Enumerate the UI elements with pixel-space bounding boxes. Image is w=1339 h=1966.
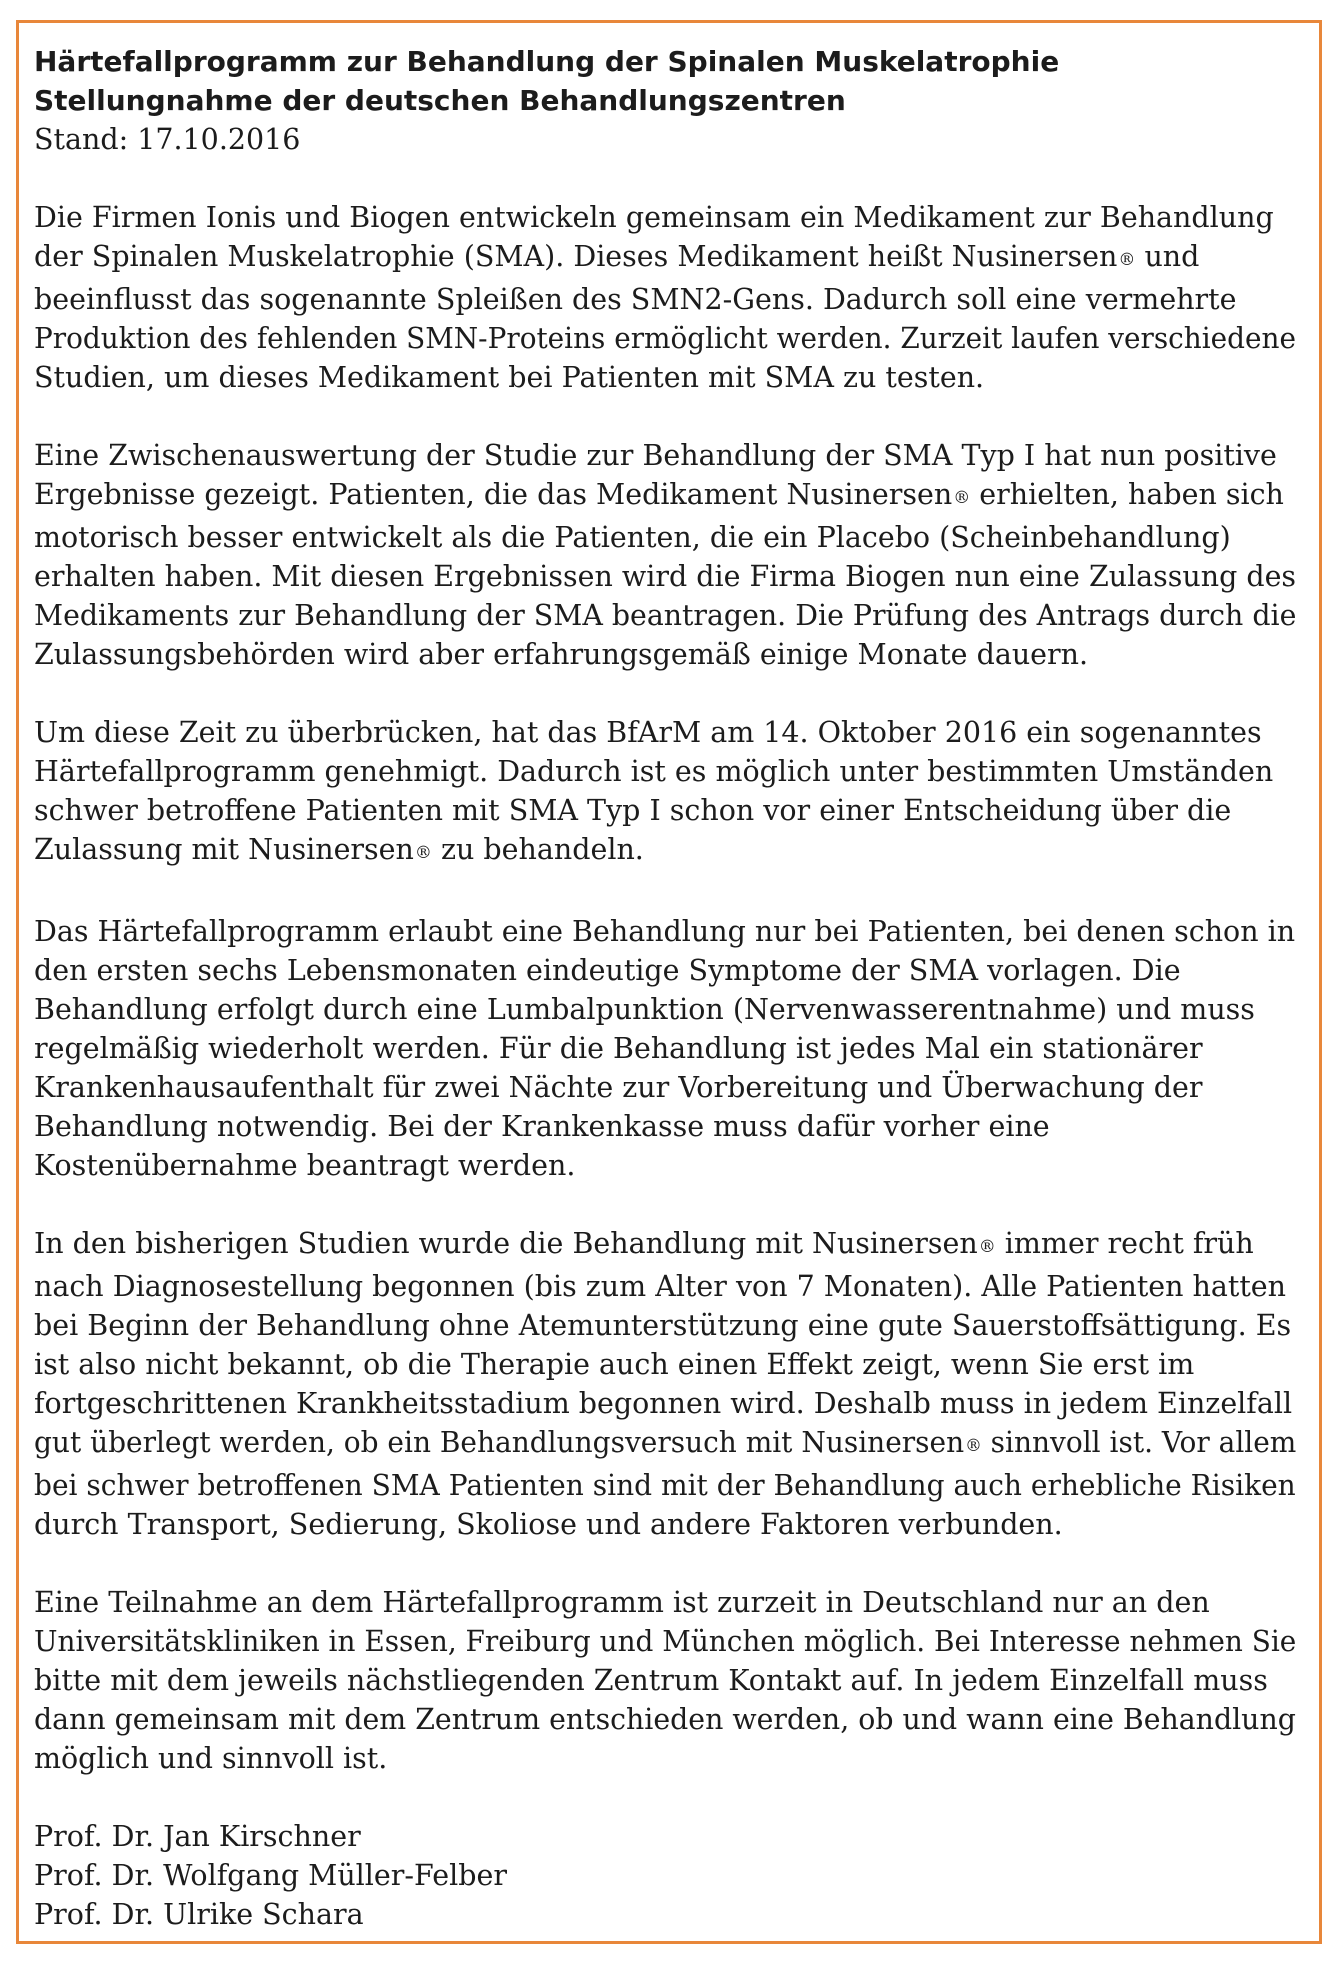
paragraph-line: gut überlegt werden, ob ein Behandlungsversuch mit Nusinersen® sinnvoll ist. Vor allem xyxy=(34,1426,1297,1459)
document-body xyxy=(34,42,1304,1934)
paragraph xyxy=(34,198,1304,397)
registered-mark: ® xyxy=(953,488,971,508)
paragraph-line: Ergebnisse gezeigt. Patienten, die das Medikament Nusinersen® erhielten, haben sich xyxy=(34,478,1284,511)
paragraph-line: bitte mit dem jeweils nächstliegenden Zentrum Kontakt auf. In jedem Einzelfall muss xyxy=(34,1664,1268,1697)
paragraph xyxy=(34,912,1304,1185)
paragraph-line: Universitätskliniken in Essen, Freiburg und München möglich. Bei Interesse nehmen Sie xyxy=(34,1625,1297,1658)
title-line: Härtefallprogramm zur Behandlung der Spinalen Muskelatrophie xyxy=(34,45,1060,78)
paragraph-line: durch Transport, Sedierung, Skoliose und andere Faktoren verbunden. xyxy=(34,1508,1063,1541)
signature-name: Prof. Dr. Jan Kirschner xyxy=(34,1820,361,1853)
paragraph-line: möglich und sinnvoll ist. xyxy=(34,1742,388,1775)
paragraph-line: der Spinalen Muskelatrophie (SMA). Dieses Medikament heißt Nusinersen® und xyxy=(34,240,1200,273)
paragraph-list xyxy=(34,198,1304,1778)
signature-block xyxy=(34,1817,1304,1934)
signature-name: Prof. Dr. Ulrike Schara xyxy=(34,1898,364,1931)
paragraph-line: Studien, um dieses Medikament bei Patienten mit SMA zu testen. xyxy=(34,361,985,394)
paragraph-line: fortgeschrittenen Krankheitsstadium begonnen wird. Deshalb muss in jedem Einzelfall xyxy=(34,1387,1293,1420)
paragraph-line: Zulassungsbehörden wird aber erfahrungsgemäß einige Monate dauern. xyxy=(34,638,1089,671)
paragraph-line: schwer betroffene Patienten mit SMA Typ I schon vor einer Entscheidung über die xyxy=(34,794,1232,827)
paragraph-line: nach Diagnosestellung begonnen (bis zum Alter von 7 Monaten). Alle Patienten hatten xyxy=(34,1270,1287,1303)
paragraph-line: bei Beginn der Behandlung ohne Atemunterstützung eine gute Sauerstoffsättigung. Es xyxy=(34,1309,1292,1342)
paragraph-line: Behandlung notwendig. Bei der Krankenkasse muss dafür vorher eine xyxy=(34,1110,1050,1143)
paragraph-line: Das Härtefallprogramm erlaubt eine Behandlung nur bei Patienten, bei denen schon in xyxy=(34,915,1296,948)
paragraph xyxy=(34,713,1304,873)
paragraph-line: Medikaments zur Behandlung der SMA beantragen. Die Prüfung des Antrags durch die xyxy=(34,599,1297,632)
paragraph xyxy=(34,1583,1304,1778)
paragraph-line: den ersten sechs Lebensmonaten eindeutige Symptome der SMA vorlagen. Die xyxy=(34,954,1181,987)
registered-mark: ® xyxy=(1118,250,1136,270)
paragraph-line: Kostenübernahme beantragt werden. xyxy=(34,1149,576,1182)
document-date: Stand: 17.10.2016 xyxy=(34,123,301,156)
paragraph-line: In den bisherigen Studien wurde die Behandlung mit Nusinersen® immer recht früh xyxy=(34,1227,1254,1260)
paragraph-line: bei schwer betroffenen SMA Patienten sind mit der Behandlung auch erhebliche Risiken xyxy=(34,1469,1296,1502)
registered-mark: ® xyxy=(965,1436,982,1456)
paragraph-line: motorisch besser entwickelt als die Patienten, die ein Placebo (Scheinbehandlung) xyxy=(34,521,1231,554)
registered-mark: ® xyxy=(414,843,432,863)
signature-name: Prof. Dr. Wolfgang Müller-Felber xyxy=(34,1859,507,1892)
document-title xyxy=(34,42,1304,120)
paragraph-line: Härtefallprogramm genehmigt. Dadurch ist es möglich unter bestimmten Umständen xyxy=(34,755,1274,788)
paragraph-line: beeinflusst das sogenannte Spleißen des SMN2-Gens. Dadurch soll eine vermehrte xyxy=(34,283,1237,316)
paragraph-line: Eine Teilnahme an dem Härtefallprogramm ist zurzeit in Deutschland nur an den xyxy=(34,1586,1210,1619)
paragraph-line: regelmäßig wiederholt werden. Für die Behandlung ist jedes Mal ein stationärer xyxy=(34,1032,1203,1065)
paragraph-line: erhalten haben. Mit diesen Ergebnissen wird die Firma Biogen nun eine Zulassung des xyxy=(34,560,1297,593)
paragraph-line: Produktion des fehlenden SMN-Proteins ermöglicht werden. Zurzeit laufen verschiedene xyxy=(34,322,1296,355)
paragraph-line: Um diese Zeit zu überbrücken, hat das BfArM am 14. Oktober 2016 ein sogenanntes xyxy=(34,716,1262,749)
paragraph-line: dann gemeinsam mit dem Zentrum entschieden werden, ob und wann eine Behandlung xyxy=(34,1703,1296,1736)
paragraph-line: Eine Zwischenauswertung der Studie zur Behandlung der SMA Typ I hat nun positive xyxy=(34,439,1277,472)
registered-mark: ® xyxy=(978,1237,996,1257)
paragraph xyxy=(34,436,1304,674)
paragraph-line: Die Firmen Ionis und Biogen entwickeln gemeinsam ein Medikament zur Behandlung xyxy=(34,201,1274,234)
paragraph-line: Behandlung erfolgt durch eine Lumbalpunktion (Nervenwasserentnahme) und muss xyxy=(34,993,1255,1026)
paragraph xyxy=(34,1224,1304,1544)
paragraph-line: ist also nicht bekannt, ob die Therapie auch einen Effekt zeigt, wenn Sie erst im xyxy=(34,1348,1195,1381)
paragraph-line: Zulassung mit Nusinersen® zu behandeln. xyxy=(34,833,644,866)
paragraph-line: Krankenhausaufenthalt für zwei Nächte zur Vorbereitung und Überwachung der xyxy=(34,1071,1203,1104)
subtitle-line: Stellungnahme der deutschen Behandlungszentren xyxy=(34,84,846,117)
